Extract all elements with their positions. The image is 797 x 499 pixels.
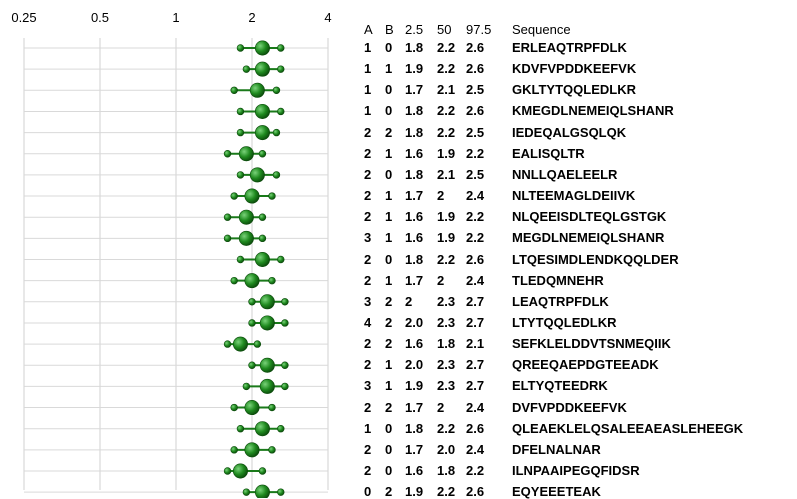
- value-cell: 0: [385, 166, 393, 182]
- value-cell: 2: [405, 293, 413, 309]
- value-cell: 2.2: [466, 463, 485, 478]
- value-cell: 1.8: [405, 103, 424, 119]
- sequence-label: LTQESIMDLENDKQQLDER: [512, 251, 679, 267]
- value-cell: 2.2: [437, 40, 456, 55]
- value-cell: 1.6: [405, 336, 424, 352]
- value-cell: 1.8: [405, 420, 424, 436]
- sequence-label: KDVFVPDDKEEFVK: [512, 61, 637, 77]
- value-cell: 2.3: [437, 314, 456, 330]
- value-cell: 2.6: [466, 484, 485, 499]
- value-cell: 1: [385, 188, 393, 204]
- sequence-label: MEGDLNEMEIQLSHANR: [512, 230, 665, 246]
- value-cell: 2.3: [437, 357, 456, 373]
- value-cell: 2.3: [437, 378, 456, 394]
- sequence-label: ILNPAAIPEGQFIDSR: [512, 463, 640, 478]
- sequence-label: NLQEEISDLTEQLGSTGK: [512, 209, 667, 225]
- value-cell: 1: [385, 61, 393, 77]
- value-cell: 0: [385, 103, 393, 119]
- value-cell: 2.1: [466, 336, 485, 352]
- value-cell: 0: [385, 420, 393, 436]
- value-cell: 2.7: [466, 357, 485, 373]
- value-cell: 2.6: [466, 251, 485, 267]
- value-cell: 1: [364, 82, 372, 98]
- value-cell: 2.5: [466, 124, 485, 140]
- value-cell: 1.6: [405, 230, 424, 246]
- sequence-label: GKLTYTQQLEDLKR: [512, 82, 636, 98]
- value-cell: 1.8: [405, 124, 424, 140]
- value-cell: 2.7: [466, 378, 485, 394]
- value-cell: 1: [385, 378, 393, 394]
- value-cell: 2.6: [466, 61, 485, 77]
- value-cell: 2: [364, 272, 372, 288]
- x-tick-label: 2: [248, 10, 256, 25]
- value-cell: 4: [364, 314, 372, 330]
- value-cell: 0: [385, 441, 393, 457]
- value-cell: 2: [364, 124, 372, 140]
- value-cell: 2: [364, 441, 372, 457]
- sequence-label: TLEDQMNEHR: [512, 272, 604, 288]
- value-cell: 2.2: [466, 209, 485, 225]
- sequence-label: QLEAEKLELQSALEEAEASLEHEEGK: [512, 420, 744, 436]
- value-cell: 2.7: [466, 293, 485, 309]
- value-cell: 1: [385, 272, 393, 288]
- x-tick-label: 4: [324, 10, 332, 25]
- value-cell: 2.0: [405, 314, 424, 330]
- value-cell: 3: [364, 293, 372, 309]
- value-cell: 2: [437, 188, 445, 204]
- value-cell: 1.6: [405, 145, 424, 161]
- value-cell: 1.6: [405, 209, 424, 225]
- column-header: 2.5: [405, 22, 424, 37]
- value-cell: 1: [385, 230, 393, 246]
- value-cell: 2.4: [466, 188, 485, 204]
- value-cell: 2.2: [466, 145, 485, 161]
- sequence-label: ERLEAQTRPFDLK: [512, 40, 627, 55]
- sequence-label: QREEQAEPDGTEEADK: [512, 357, 659, 373]
- value-cell: 1.7: [405, 441, 424, 457]
- value-cell: 2: [385, 336, 393, 352]
- value-cell: 1: [364, 420, 372, 436]
- column-header: 97.5: [466, 22, 492, 37]
- value-cell: 2.4: [466, 399, 485, 415]
- value-cell: 2.2: [437, 103, 456, 119]
- value-cell: 1.9: [437, 209, 456, 225]
- value-cell: 2.1: [437, 82, 456, 98]
- value-cell: 2.6: [466, 103, 485, 119]
- value-cell: 2.5: [466, 82, 485, 98]
- value-cell: 1: [385, 145, 393, 161]
- x-tick-label: 1: [172, 10, 180, 25]
- value-cell: 2.1: [437, 166, 456, 182]
- sequence-label: LTYTQQLEDLKR: [512, 314, 617, 330]
- value-cell: 2: [385, 399, 393, 415]
- value-cell: 2: [364, 145, 372, 161]
- value-cell: 1.9: [437, 145, 456, 161]
- value-cell: 2.6: [466, 40, 485, 55]
- value-cell: 2.7: [466, 314, 485, 330]
- value-cell: 2: [364, 209, 372, 225]
- value-cell: 1.6: [405, 463, 424, 478]
- value-cell: 3: [364, 230, 372, 246]
- value-cell: 2.2: [437, 124, 456, 140]
- value-cell: 2: [385, 293, 393, 309]
- value-cell: 2.2: [437, 251, 456, 267]
- column-header: A: [364, 22, 373, 37]
- sequence-label: EQYEEETEAK: [512, 484, 601, 499]
- column-header: B: [385, 22, 394, 37]
- value-cell: 1.8: [405, 251, 424, 267]
- value-cell: 0: [385, 40, 393, 55]
- value-cell: 1.8: [405, 40, 424, 55]
- value-cell: 1: [385, 209, 393, 225]
- column-header: Sequence: [512, 22, 571, 37]
- value-cell: 1.7: [405, 399, 424, 415]
- sequence-label: ELTYQTEEDRK: [512, 378, 608, 394]
- value-cell: 1.9: [405, 378, 424, 394]
- value-cell: 2: [385, 484, 393, 499]
- value-cell: 2: [364, 463, 372, 478]
- value-cell: 2.4: [466, 441, 485, 457]
- sequence-label: IEDEQALGSQLQK: [512, 124, 627, 140]
- value-cell: 1.8: [405, 166, 424, 182]
- sequence-label: LEAQTRPFDLK: [512, 293, 609, 309]
- value-cell: 1: [364, 61, 372, 77]
- value-cell: 1: [364, 40, 372, 55]
- sequence-label: NLTEEMAGLDEIIVK: [512, 188, 636, 204]
- value-cell: 2: [385, 124, 393, 140]
- value-cell: 2.3: [437, 293, 456, 309]
- value-cell: 2.0: [405, 357, 424, 373]
- value-cell: 1.9: [405, 61, 424, 77]
- value-cell: 2: [437, 272, 445, 288]
- x-tick-label: 0.5: [90, 10, 110, 25]
- value-cell: 2.2: [437, 420, 456, 436]
- value-cell: 0: [364, 484, 372, 499]
- value-cell: 2.6: [466, 420, 485, 436]
- value-cell: 2: [364, 399, 372, 415]
- value-cell: 3: [364, 378, 372, 394]
- sequence-label: NNLLQAELEELR: [512, 166, 618, 182]
- value-cell: 1.9: [437, 230, 456, 246]
- value-cell: 2.2: [437, 484, 456, 499]
- sequence-label: DVFVPDDKEEFVK: [512, 399, 627, 415]
- x-tick-label: 0.25: [11, 10, 37, 25]
- value-cell: 2: [364, 357, 372, 373]
- value-cell: 0: [385, 82, 393, 98]
- value-cell: 0: [385, 251, 393, 267]
- value-cell: 2.4: [466, 272, 485, 288]
- value-cell: 2: [364, 336, 372, 352]
- value-cell: 1.7: [405, 272, 424, 288]
- sequence-label: EALISQLTR: [512, 145, 585, 161]
- sequence-label: KMEGDLNEMEIQLSHANR: [512, 103, 674, 119]
- value-cell: 1.7: [405, 82, 424, 98]
- value-cell: 1.8: [437, 336, 456, 352]
- value-cell: 2: [364, 188, 372, 204]
- value-cell: 0: [385, 463, 393, 478]
- value-cell: 2: [364, 166, 372, 182]
- sequence-label: SEFKLELDDVTSNMEQIIK: [512, 336, 671, 352]
- value-cell: 1.8: [437, 463, 456, 478]
- value-cell: 2: [385, 314, 393, 330]
- value-cell: 2.2: [437, 61, 456, 77]
- value-cell: 1: [385, 357, 393, 373]
- value-cell: 2.0: [437, 441, 456, 457]
- value-cell: 2.2: [466, 230, 485, 246]
- column-header: 50: [437, 22, 452, 37]
- value-cell: 2: [437, 399, 445, 415]
- value-cell: 1.9: [405, 484, 424, 499]
- value-cell: 1.7: [405, 188, 424, 204]
- value-cell: 2.5: [466, 166, 485, 182]
- value-cell: 2: [364, 251, 372, 267]
- value-cell: 1: [364, 103, 372, 119]
- sequence-label: DFELNALNAR: [512, 441, 601, 457]
